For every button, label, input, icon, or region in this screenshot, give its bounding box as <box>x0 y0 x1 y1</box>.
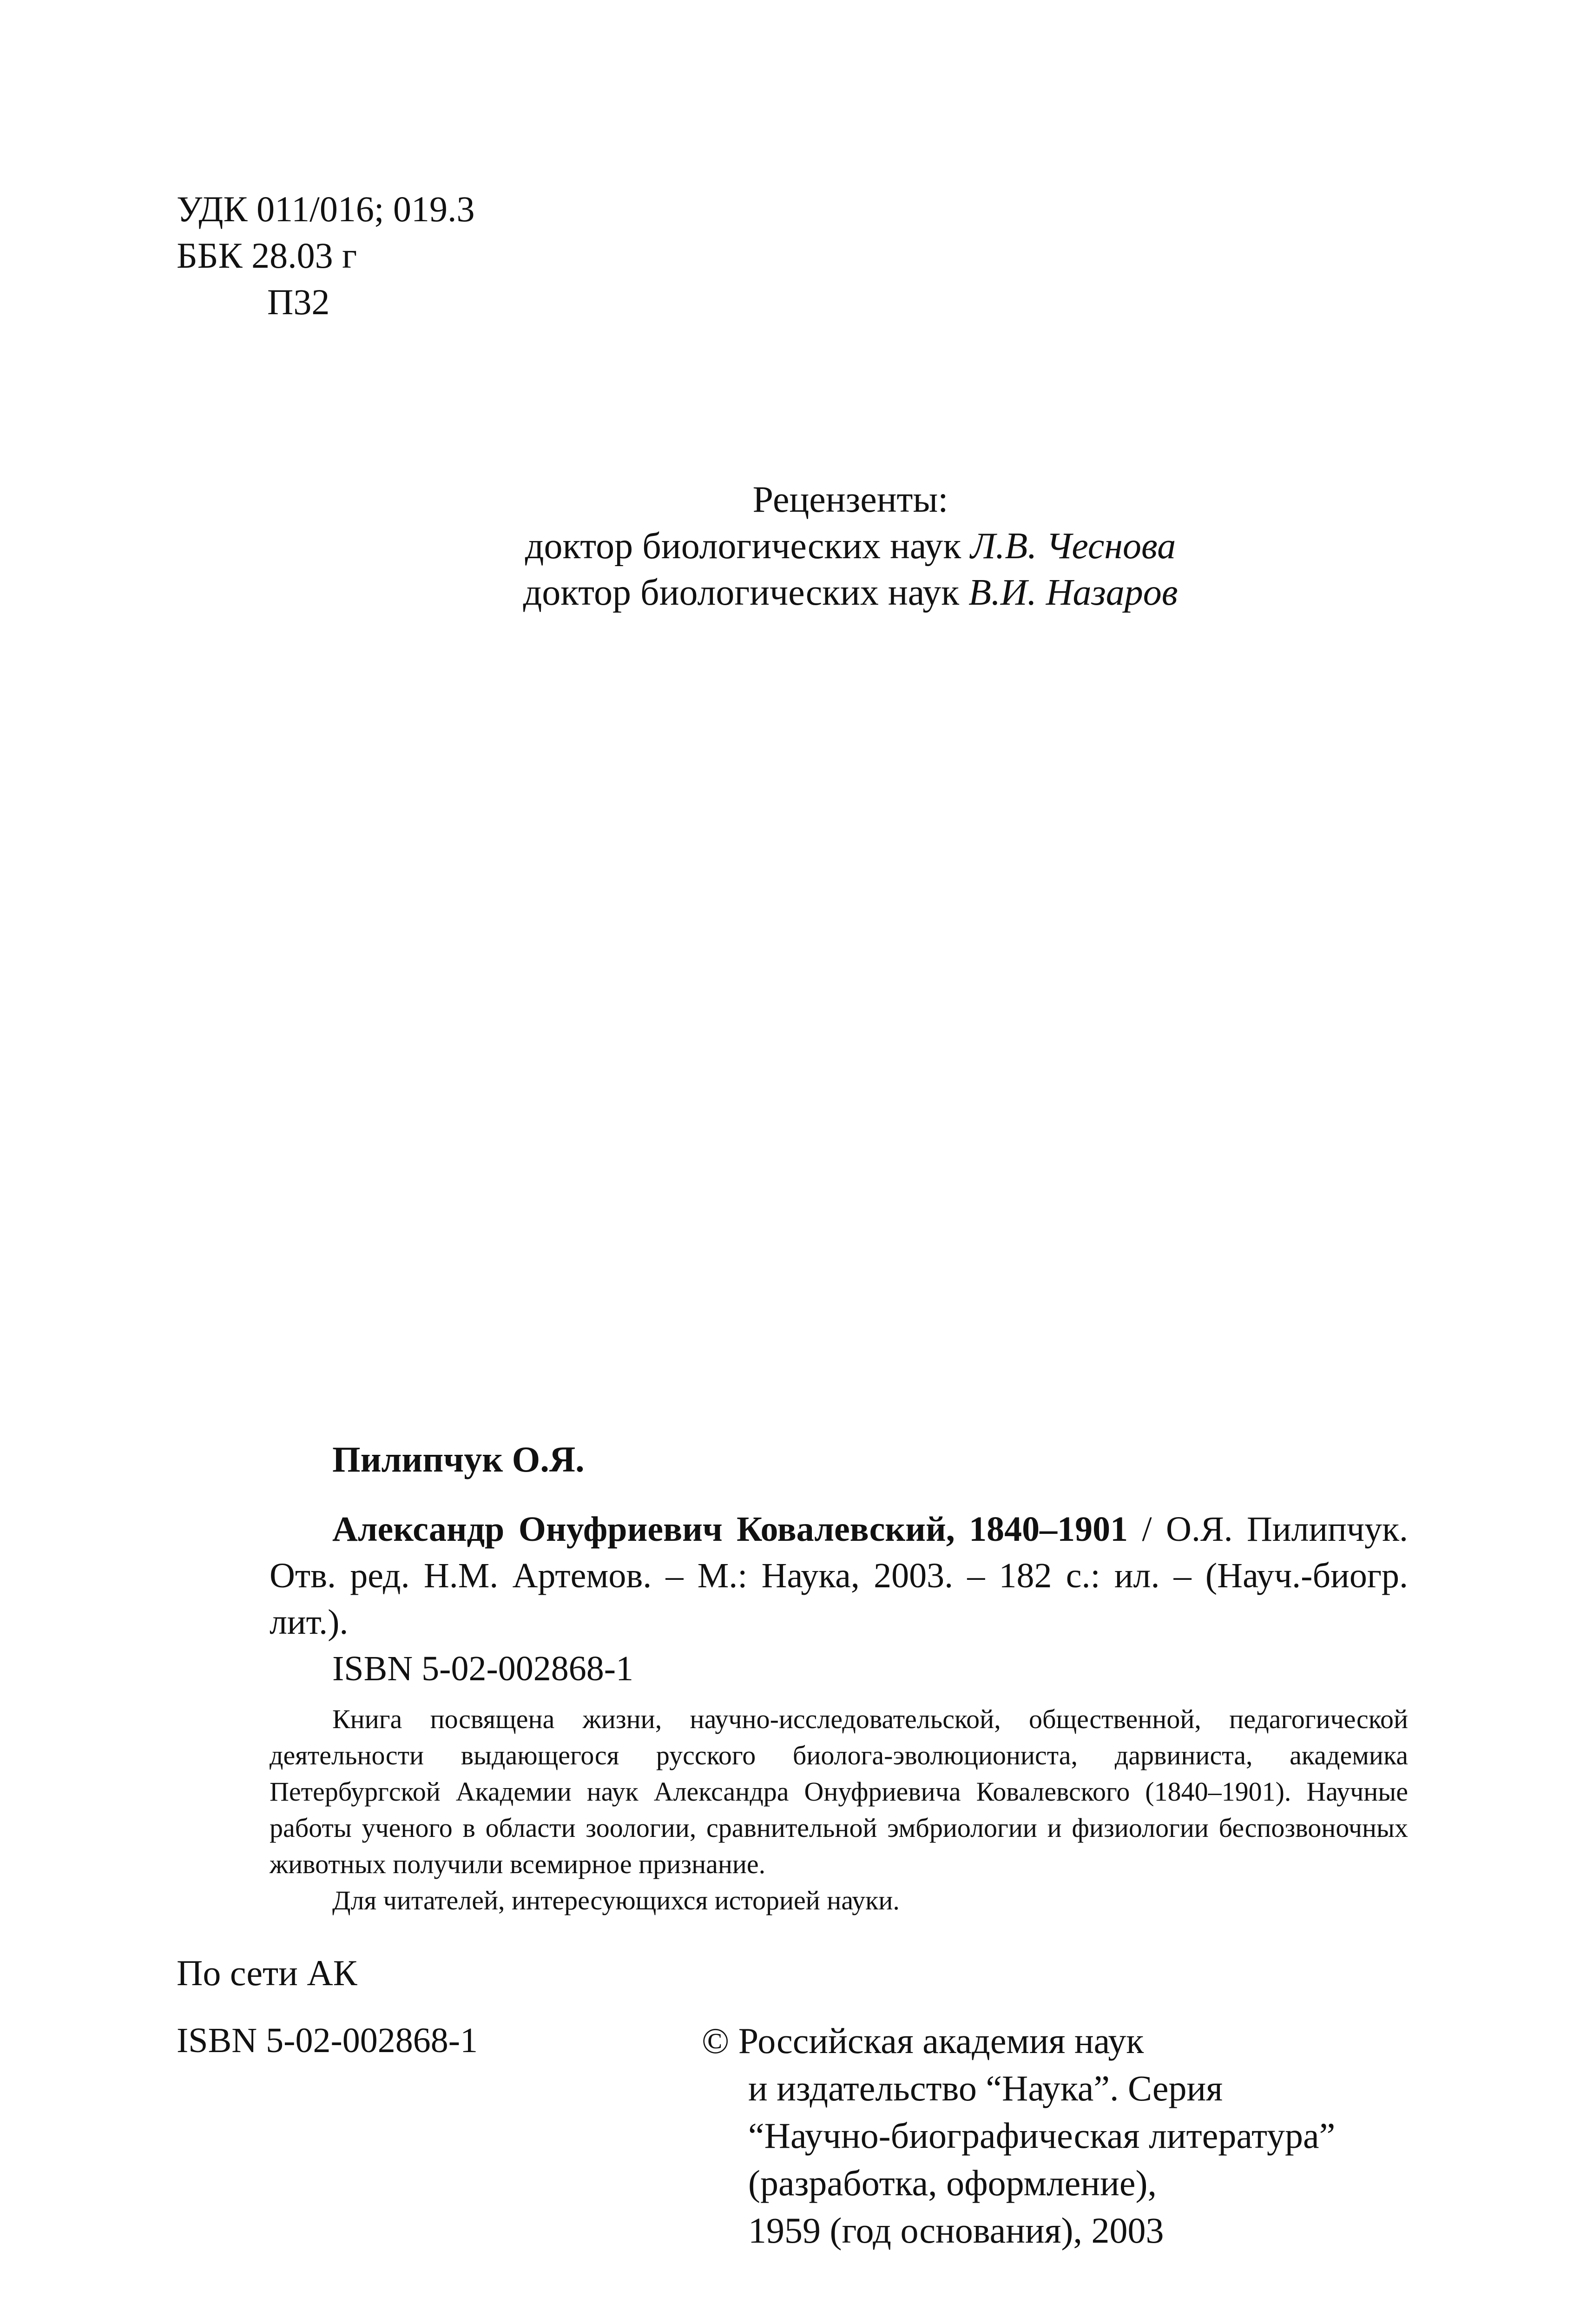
copyright-line-5: 1959 (год основания), 2003 <box>748 2210 1164 2251</box>
reviewers-block <box>474 476 1227 616</box>
copyright-line-3: “Научно-биографическая литература” <box>748 2115 1336 2156</box>
reviewer-2-name: В.И. Назаров <box>968 572 1178 613</box>
record-description <box>270 1506 1408 1645</box>
book-title: Александр Онуфриевич Ковалевский, 1840–1901 <box>332 1510 1128 1549</box>
bibliographic-record <box>270 1436 1408 1919</box>
record-isbn: ISBN 5-02-002868-1 <box>332 1649 634 1688</box>
reviewers-heading: Рецензенты: <box>752 479 948 520</box>
record-details: / О.Я. Пилипчук. Отв. ред. Н.М. Артемов. – М.: Наука, 2003. – 182 с.: ил. – (Науч.-биогр. лит.). <box>270 1510 1408 1642</box>
copyright-line-2: и издательство “Наука”. Серия <box>748 2068 1223 2108</box>
author-mark: П32 <box>267 282 330 322</box>
udk-code: УДК 011/016; 019.3 <box>177 189 475 229</box>
record-audience: Для читателей, интересующихся историей науки. <box>332 1885 900 1915</box>
reviewer-1 <box>474 523 1227 569</box>
distribution-note: По сети АК <box>177 1953 357 1993</box>
copyright-line-1: © Российская академия наук <box>702 2020 1144 2061</box>
reviewer-2-degree: доктор биологических наук <box>523 572 960 613</box>
bbk-code: ББК 28.03 г <box>177 235 357 276</box>
copyright-line-4: (разработка, оформление), <box>748 2163 1157 2203</box>
isbn-bottom: ISBN 5-02-002868-1 <box>177 2021 478 2060</box>
reviewer-1-name: Л.В. Чеснова <box>970 526 1176 567</box>
copyright-block <box>702 2017 1335 2254</box>
record-annotation: Книга посвящена жизни, научно-исследовательской, общественной, педагогической деятельности выдающегося русского биолога-эволюциониста, дарвиниста, академика Петербургской Академии наук Александра Онуфриевича Ковалевского (1840–1901). Научные работы ученого в области зоологии, сравнительной эмбриологии и физиологии беспозвоночных животных получили всемирное признание. <box>270 1704 1408 1879</box>
record-author: Пилипчук О.Я. <box>332 1439 585 1479</box>
reviewer-2 <box>474 569 1227 616</box>
reviewer-1-degree: доктор биологических наук <box>525 526 961 567</box>
classification-codes <box>177 186 475 325</box>
